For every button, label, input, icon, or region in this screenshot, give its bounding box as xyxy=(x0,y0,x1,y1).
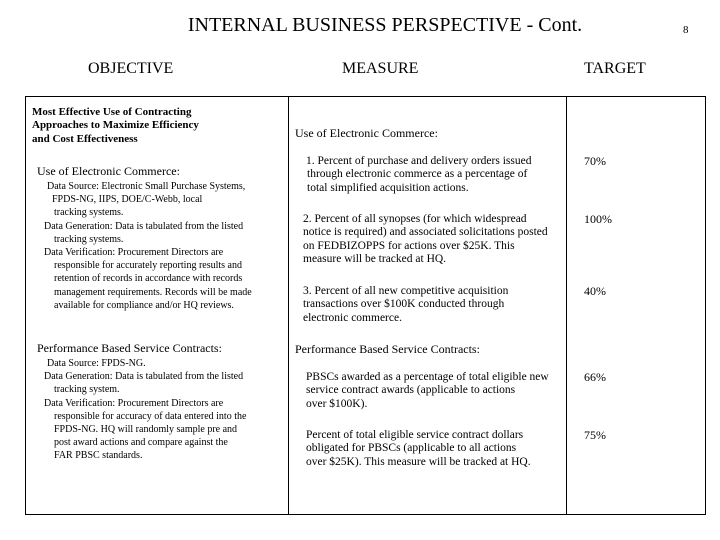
target-column-header: TARGET xyxy=(584,60,646,77)
target-value-4: 66% xyxy=(584,370,606,384)
page-number: 8 xyxy=(683,24,689,36)
objective-heading: Most Effective Use of Contracting Approaches to Maximize Efficiency and Cost Effectiveness xyxy=(32,106,199,145)
measure-item-1: 1. Percent of purchase and delivery orders issued through electronic commerce as a percentage of total simplified acquisition actions. xyxy=(306,155,532,194)
measure-item-5: Percent of total eligible service contract dollars obligated for PBSCs (applicable to all actions over $25K). This measure will be tracked at HQ. xyxy=(306,429,531,468)
measure-item-2: 2. Percent of all synopses (for which widespread notice is required) and associated solicitations posted on FEDBIZOPPS for actions over $25K. This measure will be tracked at HQ. xyxy=(303,213,548,266)
target-value-3: 40% xyxy=(584,284,606,298)
objective-column-header: OBJECTIVE xyxy=(88,60,174,77)
measure-column-header: MEASURE xyxy=(342,60,419,77)
target-value-5: 75% xyxy=(584,428,606,442)
target-value-2: 100% xyxy=(584,212,612,226)
page-title: INTERNAL BUSINESS PERSPECTIVE - Cont. xyxy=(187,14,583,36)
measure-ecommerce-title: Use of Electronic Commerce: xyxy=(295,126,438,140)
column-divider xyxy=(566,96,567,515)
column-divider xyxy=(288,96,289,515)
objective-pbsc-title: Performance Based Service Contracts: xyxy=(37,341,222,355)
objective-ecommerce-details: Data Source: Electronic Small Purchase Systems, FPDS-NG, IIPS, DOE/C-Webb, local tracking systems. Data Generation: Data is tabulated from the listed tracking systems. Data Verification: Procurement Directors are responsible for accurately reporting results and retention of records in accordance with records management requirements. Records will be made available for compliance and/or HQ reviews. xyxy=(44,181,252,311)
measure-item-3: 3. Percent of all new competitive acquisition transactions over $100K conducted through electronic commerce. xyxy=(303,285,509,324)
objective-ecommerce-title: Use of Electronic Commerce: xyxy=(37,164,180,178)
objective-pbsc-details: Data Source: FPDS-NG. Data Generation: Data is tabulated from the listed tracking system. Data Verification: Procurement Directors are responsible for accuracy of data entered into the FPDS-NG. HQ will randomly sample pre and post award actions and compare against the FAR PBSC standards. xyxy=(44,358,247,462)
measure-item-4: PBSCs awarded as a percentage of total eligible new service contract awards (applicable to actions over $100K). xyxy=(306,371,549,410)
target-value-1: 70% xyxy=(584,154,606,168)
measure-pbsc-title: Performance Based Service Contracts: xyxy=(295,342,480,356)
